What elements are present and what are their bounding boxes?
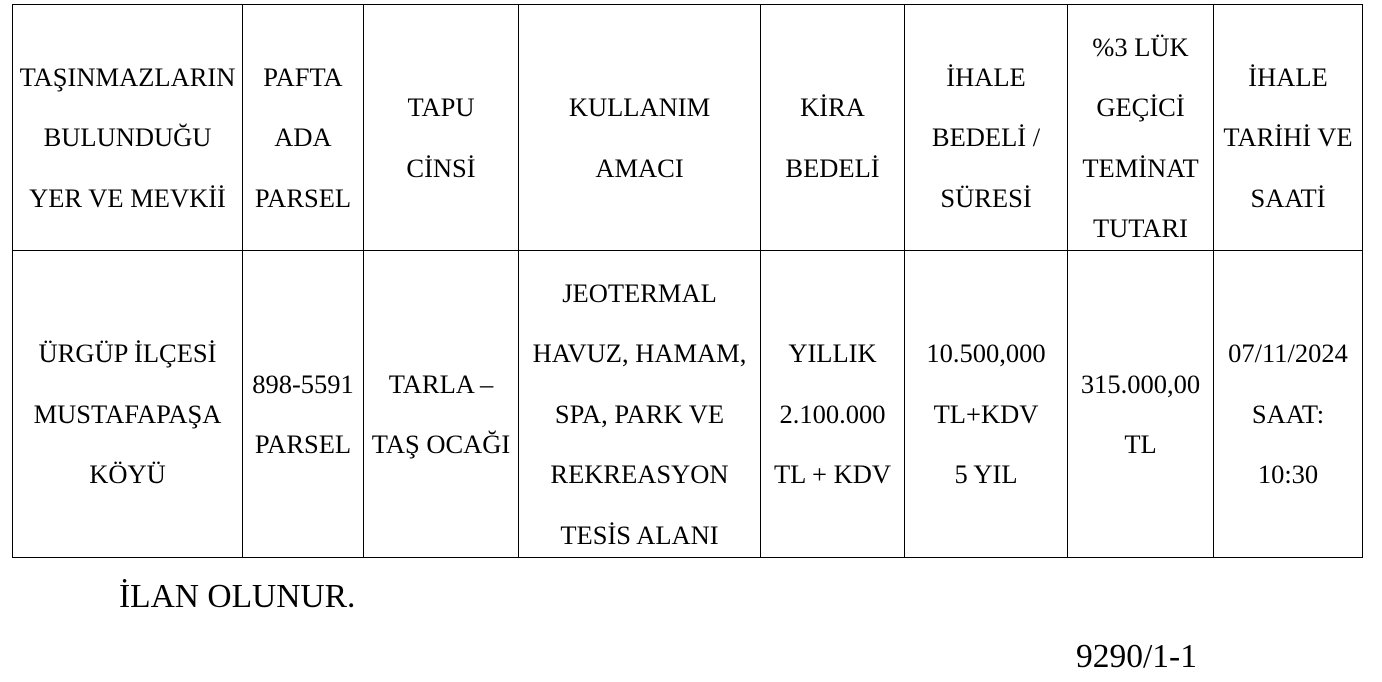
header-line: TUTARI — [1092, 213, 1189, 243]
table-row — [13, 251, 1363, 558]
cell-rent-fee — [761, 251, 905, 558]
header-usage-purpose — [519, 5, 761, 251]
header-line: TAPU — [407, 92, 475, 122]
header-tender-date-time — [1214, 5, 1363, 251]
header-tender-date-time-text — [1216, 47, 1360, 229]
header-provisional-guarantee — [1068, 5, 1214, 251]
cell-line: MUSTAFAPAŞA — [33, 398, 222, 429]
header-line: PARSEL — [254, 182, 352, 213]
header-line: İHALE — [1248, 61, 1328, 92]
cell-line: 315.000,00 — [1080, 368, 1201, 399]
cell-line: PARSEL — [254, 429, 352, 459]
cell-usage-purpose-text — [521, 263, 758, 566]
cell-line: 10.500,000 — [926, 338, 1046, 369]
header-line: SÜRESİ — [940, 182, 1032, 213]
header-line: AMACI — [595, 152, 684, 183]
header-rent-fee — [761, 5, 905, 251]
header-usage-purpose-text — [521, 77, 758, 198]
cell-tender-price-duration — [905, 251, 1068, 558]
header-line: BEDELİ — [785, 152, 880, 183]
header-title-type-text — [366, 77, 516, 198]
header-line: CİNSİ — [406, 152, 476, 183]
header-line: BEDELİ / — [931, 122, 1041, 153]
cell-line: TESİS ALANI — [560, 519, 719, 550]
cell-provisional-guarantee-text — [1070, 354, 1211, 475]
header-provisional-guarantee-text — [1070, 17, 1211, 259]
cell-tender-date-time — [1214, 251, 1363, 558]
cell-line: KÖYÜ — [89, 459, 166, 490]
header-location — [13, 5, 243, 251]
cell-location-text — [15, 323, 240, 505]
cell-line: 10:30 — [1257, 459, 1319, 490]
header-tender-price-duration — [905, 5, 1068, 251]
cell-usage-purpose — [519, 251, 761, 558]
announcement-text: İLAN OLUNUR. — [119, 578, 356, 615]
cell-line: HAVUZ, HAMAM, — [532, 338, 747, 369]
cell-line: REKREASYON — [550, 459, 729, 490]
header-line: İHALE — [946, 61, 1026, 92]
header-line: TARİHİ VE — [1223, 122, 1353, 153]
cell-line: TAŞ OCAĞI — [371, 429, 511, 459]
cell-provisional-guarantee — [1068, 251, 1214, 558]
cell-title-type-text — [366, 354, 516, 475]
cell-line: 07/11/2024 — [1228, 338, 1348, 369]
cell-line: 5 YIL — [954, 459, 1018, 490]
cell-line: TL+KDV — [933, 398, 1039, 429]
cell-location — [13, 251, 243, 558]
header-line: %3 LÜK — [1092, 31, 1189, 62]
cell-line: TL + KDV — [774, 459, 891, 490]
reference-number: 9290/1-1 — [1076, 638, 1197, 675]
header-line: PAFTA — [263, 61, 343, 92]
cell-line: 898-5591 — [252, 368, 354, 399]
cell-rent-fee-text — [763, 323, 902, 505]
tender-table — [12, 4, 1363, 558]
cell-tender-price-duration-text — [907, 323, 1065, 505]
header-line: SAATİ — [1250, 182, 1326, 213]
table-header-row — [13, 5, 1363, 251]
header-location-text — [15, 47, 240, 229]
header-line: KULLANIM — [568, 92, 711, 122]
header-tender-price-duration-text — [907, 47, 1065, 229]
cell-line: SPA, PARK VE — [554, 398, 725, 429]
cell-line: TARLA – — [388, 368, 494, 399]
header-title-type — [364, 5, 519, 251]
cell-line: SAAT: — [1251, 398, 1325, 429]
header-sheet-block-parcel-text — [245, 47, 361, 229]
cell-title-type — [364, 251, 519, 558]
header-line: BULUNDUĞU — [43, 122, 212, 153]
header-rent-fee-text — [763, 77, 902, 198]
cell-line: TL — [1124, 429, 1157, 459]
header-line: GEÇİCİ — [1096, 92, 1185, 122]
cell-line: 2.100.000 — [779, 398, 886, 429]
header-line: YER VE MEVKİİ — [29, 182, 226, 213]
cell-tender-date-time-text — [1216, 323, 1360, 505]
cell-parcel — [243, 251, 364, 558]
header-line: TEMİNAT — [1082, 152, 1199, 183]
cell-line: ÜRGÜP İLÇESİ — [38, 338, 217, 369]
cell-line: YILLIK — [788, 338, 877, 369]
header-sheet-block-parcel — [243, 5, 364, 251]
header-line: TAŞINMAZLARIN — [19, 61, 236, 92]
cell-parcel-text — [245, 354, 361, 475]
cell-line: JEOTERMAL — [562, 277, 717, 308]
header-line: KİRA — [800, 92, 865, 122]
header-line: ADA — [274, 122, 332, 153]
